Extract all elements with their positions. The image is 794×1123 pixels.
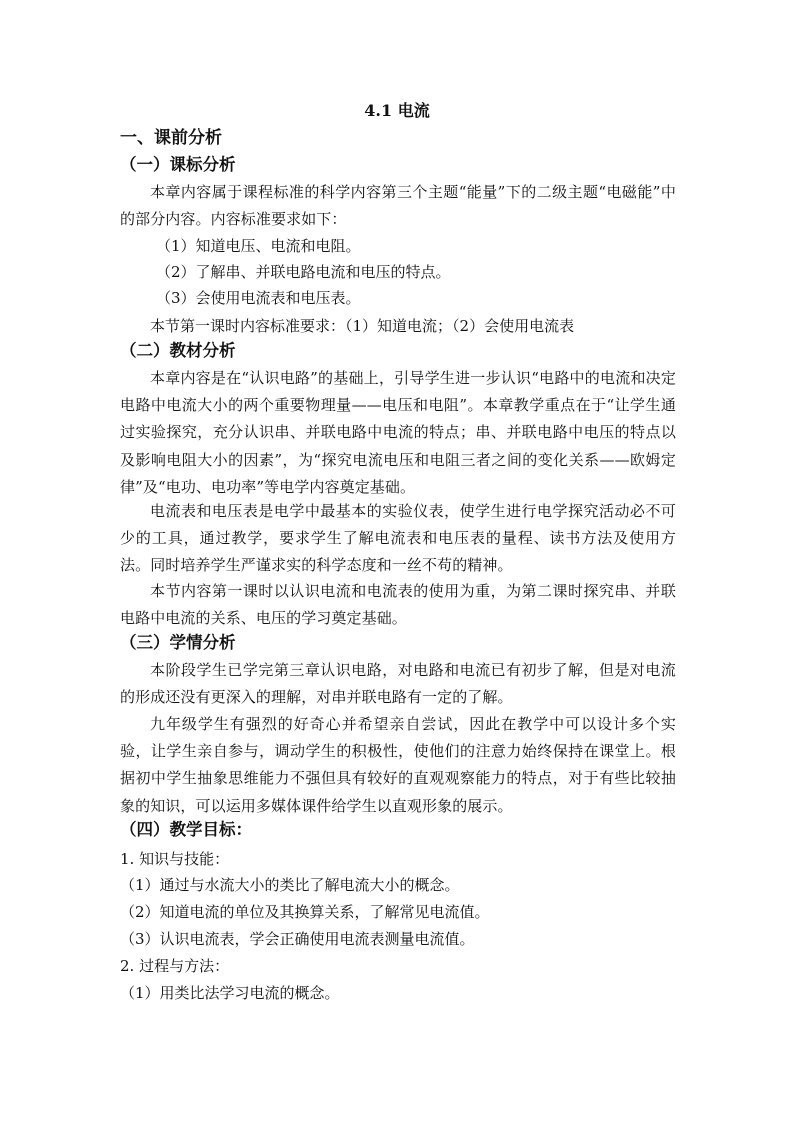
paragraph-textbook-3: 本节内容第一课时以认识电流和电流表的使用为重，为第二课时探究串、并联电路中电流的关系、电压的学习奠定基础。	[120, 582, 676, 628]
subheading-textbook-analysis: （二）教材分析	[120, 341, 236, 360]
curriculum-note: 本节第一课时内容标准要求：（1）知道电流；（2）会使用电流表	[150, 317, 575, 335]
paragraph-textbook-2: 电流表和电压表是电学中最基本的实验仪表，使学生进行电学探究活动必不可少的工具，通过教学，要求学生了解电流表和电压表的量程、读书方法及使用方法。同时培养学生严谨求实的科学态度和一丝不苟的精神。	[120, 502, 676, 575]
paragraph-student-2: 九年级学生有强烈的好奇心并希望亲自尝试，因此在教学中可以设计多个实验，让学生亲自参与，调动学生的积极性，使他们的注意力始终保持在课堂上。根据初中学生抽象思维能力不强但具有较好的直观观察能力的特点，对于有些比较抽象的知识，可以运用多媒体课件给学生以直观形象的展示。	[120, 715, 676, 815]
goal-knowledge-skills: 1. 知识与技能：	[120, 850, 230, 868]
paragraph-student-1: 本阶段学生已学完第三章认识电路，对电路和电流已有初步了解，但是对电流的形成还没有更深入的理解，对串并联电路有一定的了解。	[120, 661, 676, 707]
list-item: （2）了解串、并联电路电流和电压的特点。	[156, 263, 451, 281]
subheading-teaching-goals: （四）教学目标：	[120, 820, 252, 839]
list-item: （1）用类比法学习电流的概念。	[120, 984, 340, 1002]
list-item: （3）认识电流表，学会正确使用电流表测量电流值。	[120, 930, 475, 948]
subheading-curriculum-analysis: （一）课标分析	[120, 155, 236, 174]
list-item: （3）会使用电流表和电压表。	[156, 289, 361, 307]
list-item: （1）通过与水流大小的类比了解电流大小的概念。	[120, 876, 460, 894]
paragraph-textbook-1: 本章内容是在“认识电路”的基础上，引导学生进一步认识“电路中的电流和决定电路中电流大小的两个重要物理量——电压和电阻”。本章教学重点在于“让学生通过实验探究，充分认识串、并联电路中电流的特点；串、并联电路中电压的特点以及影响电阻大小的因素”，为“探究电流电压和电阻三者之间的变化关系——欧姆定律”及“电功、电功率”等电学内容奠定基础。	[120, 369, 676, 496]
subheading-student-analysis: （三）学情分析	[120, 633, 236, 652]
goal-process-methods: 2. 过程与方法：	[120, 957, 230, 975]
list-item: （1）知道电压、电流和电阻。	[156, 237, 361, 255]
page-title: 4.1 电流	[364, 101, 430, 120]
section-heading-pre-class-analysis: 一、课前分析	[120, 128, 222, 148]
paragraph-curriculum-intro: 本章内容属于课程标准的科学内容第三个主题“能量”下的二级主题“电磁能”中的部分内容。内容标准要求如下：	[120, 183, 676, 229]
list-item: （2）知道电流的单位及其换算关系，了解常见电流值。	[120, 903, 490, 921]
